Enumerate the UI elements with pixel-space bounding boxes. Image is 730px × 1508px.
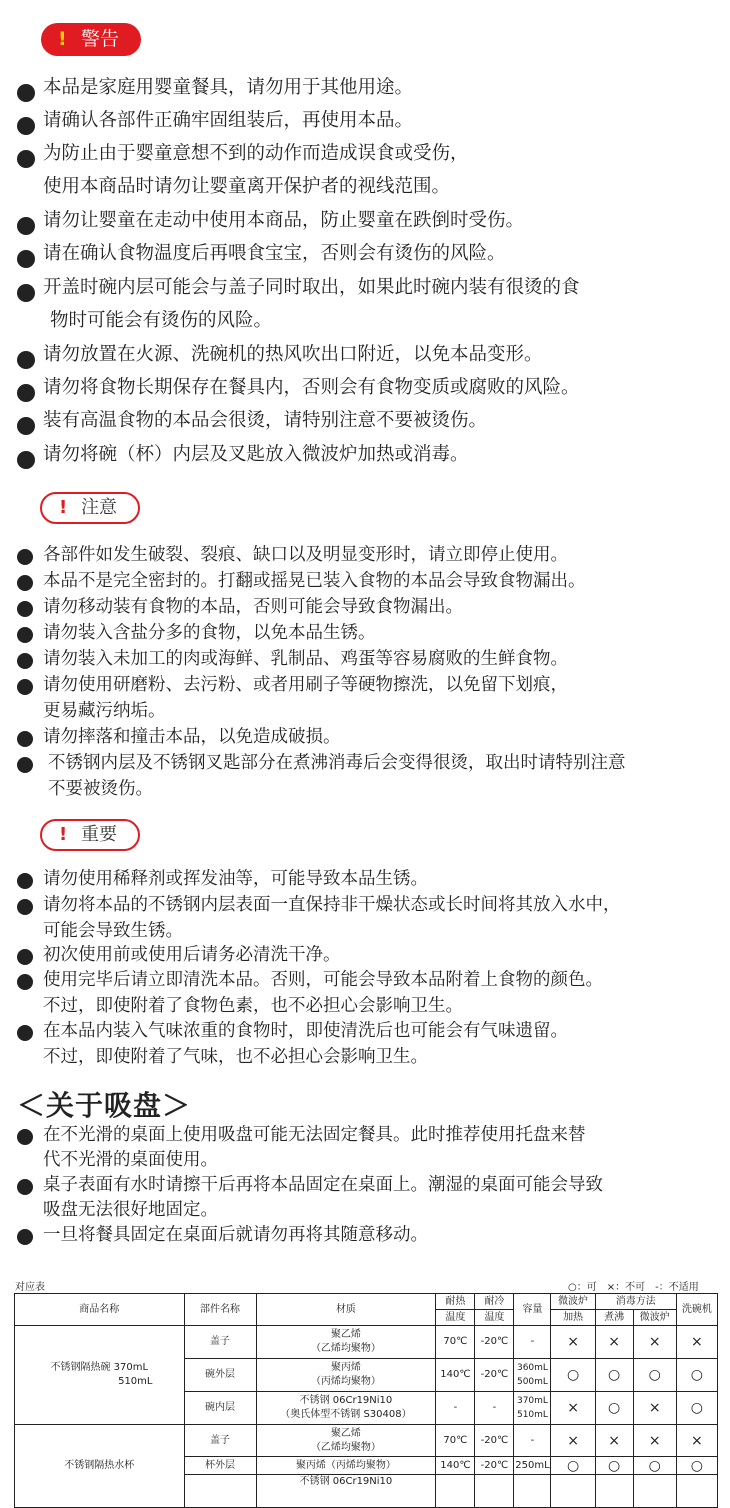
bullet-icon [17, 873, 33, 889]
bullet-icon [17, 417, 35, 435]
bullet-icon [17, 150, 35, 168]
important-badge [40, 819, 140, 851]
exclamation-icon: ! [59, 497, 68, 518]
warning-badge-label: 警告 [81, 28, 120, 50]
product-name-cell: 不锈钢隔热水杯 [15, 1425, 185, 1508]
important-badge-label: 重要 [81, 824, 117, 845]
table-header-row: 温度 温度 加热 煮沸 微波炉 [15, 1310, 718, 1326]
bullet-icon [17, 1025, 33, 1041]
table-legend: ○：可 ×：不可 -：不适用 [568, 1282, 699, 1293]
bullet-icon [17, 601, 33, 617]
bullet-icon [17, 653, 33, 669]
table-row: 不锈钢隔热水杯 盖子 聚乙烯 （乙烯均聚物） 70℃ -20℃ - × × × × [15, 1425, 718, 1457]
table-row: 不锈钢隔热碗 370mL 510mL 盖子 聚乙烯 （乙烯均聚物） 70℃ -20℃ - × × × × [15, 1326, 718, 1359]
table-row: 碗内层 不锈钢 06Cr19Ni10 （奥氏体型不锈钢 S30408） - - 370mL 510mL × ○ × ○ [15, 1392, 718, 1425]
warning-badge [41, 23, 141, 56]
exclamation-icon: ! [58, 28, 67, 50]
table-row: 不锈钢 06Cr19Ni10 [15, 1475, 718, 1508]
bullet-icon [17, 679, 33, 695]
bullet-icon [17, 217, 35, 235]
caution-badge [40, 492, 140, 524]
compatibility-table [14, 1293, 718, 1508]
table-caption: 对应表 [15, 1282, 45, 1293]
bullet-icon [17, 1229, 33, 1245]
bullet-icon [17, 731, 33, 747]
bullet-icon [17, 974, 33, 990]
caution-badge-label: 注意 [81, 497, 117, 518]
table-row: 碗外层 聚丙烯 （丙烯均聚物） 140℃ -20℃ 360mL 500mL ○ ○ ○ ○ [15, 1359, 718, 1392]
bullet-icon [17, 757, 33, 773]
bullet-icon [17, 575, 33, 591]
bullet-icon [17, 250, 35, 268]
table-header-row: 商品名称 部件名称 材质 耐热 耐冷 容量 微波炉 消毒方法 洗碗机 [15, 1294, 718, 1310]
table-row: 杯外层 聚丙烯（丙烯均聚物） 140℃ -20℃ 250mL ○ ○ ○ ○ [15, 1457, 718, 1475]
suction-section-title: ＜关于吸盘＞ [17, 1089, 192, 1122]
bullet-icon [17, 1129, 33, 1145]
exclamation-icon: ! [59, 824, 68, 845]
product-name-cell: 不锈钢隔热碗 370mL 510mL [15, 1326, 185, 1425]
bullet-icon [17, 451, 35, 469]
bullet-icon [17, 351, 35, 369]
bullet-icon [17, 284, 35, 302]
bullet-icon [17, 549, 33, 565]
bullet-icon [17, 84, 35, 102]
bullet-icon [17, 627, 33, 643]
bullet-icon [17, 1179, 33, 1195]
bullet-icon [17, 117, 35, 135]
bullet-icon [17, 949, 33, 965]
bullet-icon [17, 899, 33, 915]
bullet-icon [17, 384, 35, 402]
